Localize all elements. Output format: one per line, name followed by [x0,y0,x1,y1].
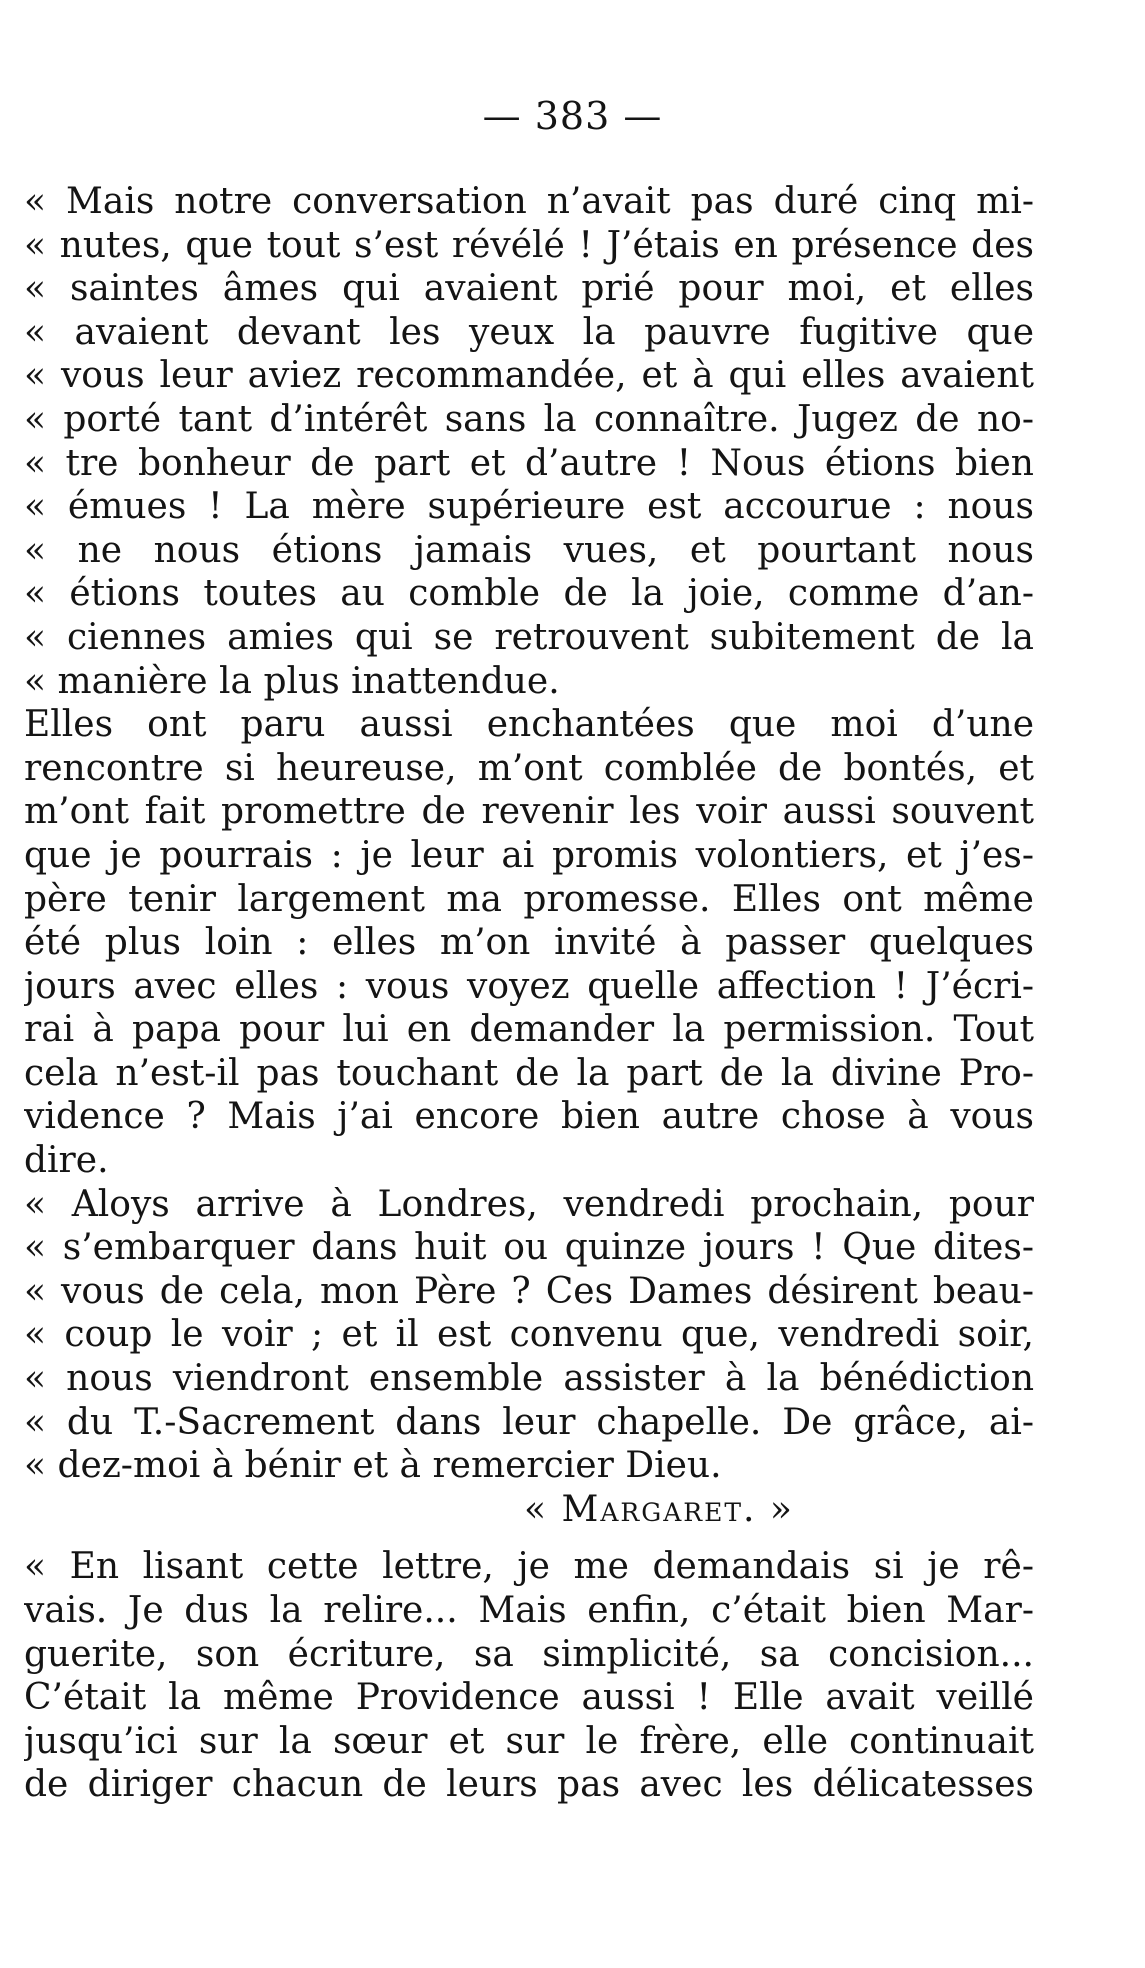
page-number: — 383 — [482,94,663,138]
text-line: que je pourrais : je leur ai promis volontiers, et j’es- [24,834,1034,876]
paragraph-gap [24,1531,1034,1545]
text-line: père tenir largement ma promesse. Elles ont même [24,878,1034,920]
text-line: « tre bonheur de part et d’autre ! Nous étions bien [24,442,1034,484]
text-line: C’était la même Providence aussi ! Elle avait veillé [24,1677,1034,1719]
text-line: « Aloys arrive à Londres, vendredi prochain, pour [24,1183,1034,1225]
text-line: vais. Je dus la relire... Mais enfin, c’était bien Mar- [24,1590,1034,1631]
text-line: « émues ! La mère supérieure est accourue : nous [24,486,1034,528]
text-line: vidence ? Mais j’ai encore bien autre chose à vous [24,1096,1034,1138]
text-line: « saintes âmes qui avaient prié pour moi, et elles [24,268,1034,310]
text-line: « étions toutes au comble de la joie, comme d’an- [24,573,1034,615]
text-line: « Mais notre conversation n’avait pas duré cinq mi- [24,181,1034,222]
text-line: « dez-moi à bénir et à remercier Dieu. [24,1445,722,1487]
text-line: « coup le voir ; et il est convenu que, vendredi soir, [24,1314,1034,1356]
text-line: « avaient devant les yeux la pauvre fugitive que [24,311,1034,353]
text-line: dire. [24,1140,109,1182]
text-line: cela n’est-il pas touchant de la part de la divine Pro- [24,1052,1034,1094]
text-line: m’ont fait promettre de revenir les voir aussi souvent [24,791,1034,833]
text-line: jusqu’ici sur la sœur et sur le frère, elle continuait [24,1720,1034,1762]
text-line: été plus loin : elles m’on invité à passer quelques [24,922,1034,964]
text-line: de diriger chacun de leurs pas avec les délicatesses [24,1764,1034,1806]
text-line: « nutes, que tout s’est révélé ! J’étais en présence des [24,224,1034,266]
text-line: « ne nous étions jamais vues, et pourtant nous [24,529,1034,571]
text-line: Elles ont paru aussi enchantées que moi d’une [24,704,1034,746]
text-line: « du T.-Sacrement dans leur chapelle. De grâce, ai- [24,1401,1034,1443]
text-line: « ciennes amies qui se retrouvent subitement de la [24,616,1034,658]
text-line: « nous viendront ensemble assister à la bénédiction [24,1358,1034,1400]
body-text [24,180,1034,1807]
text-line: rai à papa pour lui en demander la permission. Tout [24,1009,1034,1051]
text-line: « porté tant d’intérêt sans la connaître. Jugez de no- [24,398,1034,440]
text-line: « vous de cela, mon Père ? Ces Dames désirent beau- [24,1270,1034,1312]
text-line: jours avec elles : vous voyez quelle affection ! J’écri- [24,965,1034,1007]
text-line: « vous leur aviez recommandée, et à qui elles avaient [24,355,1034,397]
text-line: « En lisant cette lettre, je me demandais si je rê- [24,1546,1034,1588]
letter-signature: « Margaret. » [524,1488,794,1530]
text-line: « manière la plus inattendue. [24,660,560,702]
text-line: guerite, son écriture, sa simplicité, sa concision... [24,1633,1034,1675]
text-line: « s’embarquer dans huit ou quinze jours ! Que dites- [24,1227,1034,1269]
text-line: rencontre si heureuse, m’ont comblée de bontés, et [24,747,1034,789]
